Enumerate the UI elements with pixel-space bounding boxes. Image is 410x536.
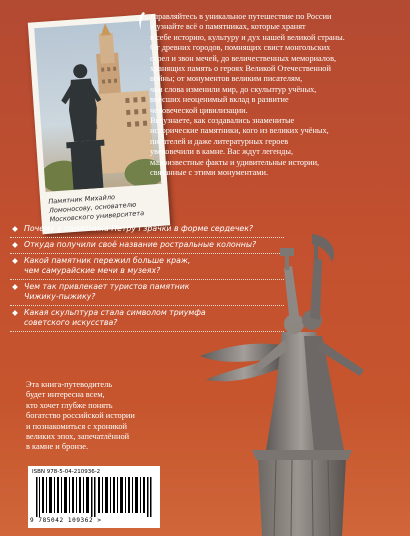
dropcap-ornament-icon	[136, 12, 148, 30]
outro-line: кто хочет глубже понять	[26, 400, 113, 410]
photo-card	[28, 14, 170, 234]
question-text: Откуда получили своё название ростральные колонны?	[24, 240, 257, 249]
question-text: советского искусства?	[24, 318, 118, 327]
barcode-digits: 9 785042 109362 >	[30, 517, 102, 524]
intro-line: и узнайте всё о памятниках, которые хранят	[150, 22, 306, 32]
intro-line: человеческой цивилизации.	[150, 105, 248, 115]
intro-line: увековечили в камне. Вас ждут легенды,	[150, 147, 294, 157]
isbn-barcode	[28, 466, 160, 528]
outro-line: богатство российской истории	[26, 411, 135, 421]
photo-caption: Памятник Михайло Ломоносову, основателю Московского университета	[48, 193, 145, 224]
intro-line: внёсших неоценимый вклад в развитие	[150, 95, 289, 105]
diamond-bullet-icon	[12, 258, 18, 264]
outro-text	[26, 380, 196, 453]
isbn-number: ISBN 978-5-04-210936-2	[32, 469, 101, 475]
diamond-bullet-icon	[12, 310, 18, 316]
outro-line: великих эпох, запечатлённой	[26, 432, 130, 442]
intro-line: малоизвестные факты и удивительные истории,	[150, 157, 320, 167]
question-text: Чем так привлекает туристов памятник	[24, 282, 190, 291]
diamond-bullet-icon	[12, 226, 18, 232]
outro-line: Эта книга-путеводитель	[26, 380, 113, 389]
intro-line: писателей и даже литературных героев	[150, 136, 289, 146]
worker-kolkhoz-statue-illustration	[196, 228, 410, 536]
intro-line: От древних городов, помнящих свист монгольских	[150, 43, 331, 53]
question-text: Какой памятник пережил больше краж,	[24, 256, 191, 265]
intro-line: в себе историю, культуру и дух нашей великой страны.	[150, 32, 345, 42]
outro-line: и познакомиться с хроникой	[26, 421, 127, 431]
monument-illustration	[34, 20, 161, 192]
question-text: чем самурайские мечи в музеях?	[24, 266, 161, 275]
lomonosov-photo	[34, 20, 161, 192]
intro-line: исторические памятники, кого из великих учёных,	[150, 126, 329, 136]
intro-line: Вы узнаете, как создавались знаменитые	[150, 116, 295, 126]
intro-line: войны; от монументов великим писателям,	[150, 74, 303, 84]
intro-line: хранящих память о героях Великой Отечественной	[150, 64, 331, 74]
question-text: Чижику-пыжику?	[24, 292, 96, 301]
intro-line: чьи слова изменили мир, до скульптур учёных,	[150, 84, 317, 94]
diamond-bullet-icon	[12, 242, 18, 248]
outro-line: в камне и бронзе.	[26, 442, 89, 452]
question-text: Какая скульптура стала символом триумфа	[24, 308, 206, 317]
intro-text	[150, 12, 400, 179]
question-text: Почему у памятника Петру I зрачки в форме сердечек?	[24, 224, 254, 233]
barcode-bars	[36, 477, 152, 517]
outro-line: будет интересна всем,	[26, 390, 105, 400]
intro-line: связанные с этими монументами.	[150, 168, 269, 178]
intro-line: стрел и звон мечей, до величественных мемориалов,	[150, 53, 337, 63]
intro-line: тправляйтесь в уникальное путешествие по России	[150, 12, 332, 21]
diamond-bullet-icon	[12, 284, 18, 290]
